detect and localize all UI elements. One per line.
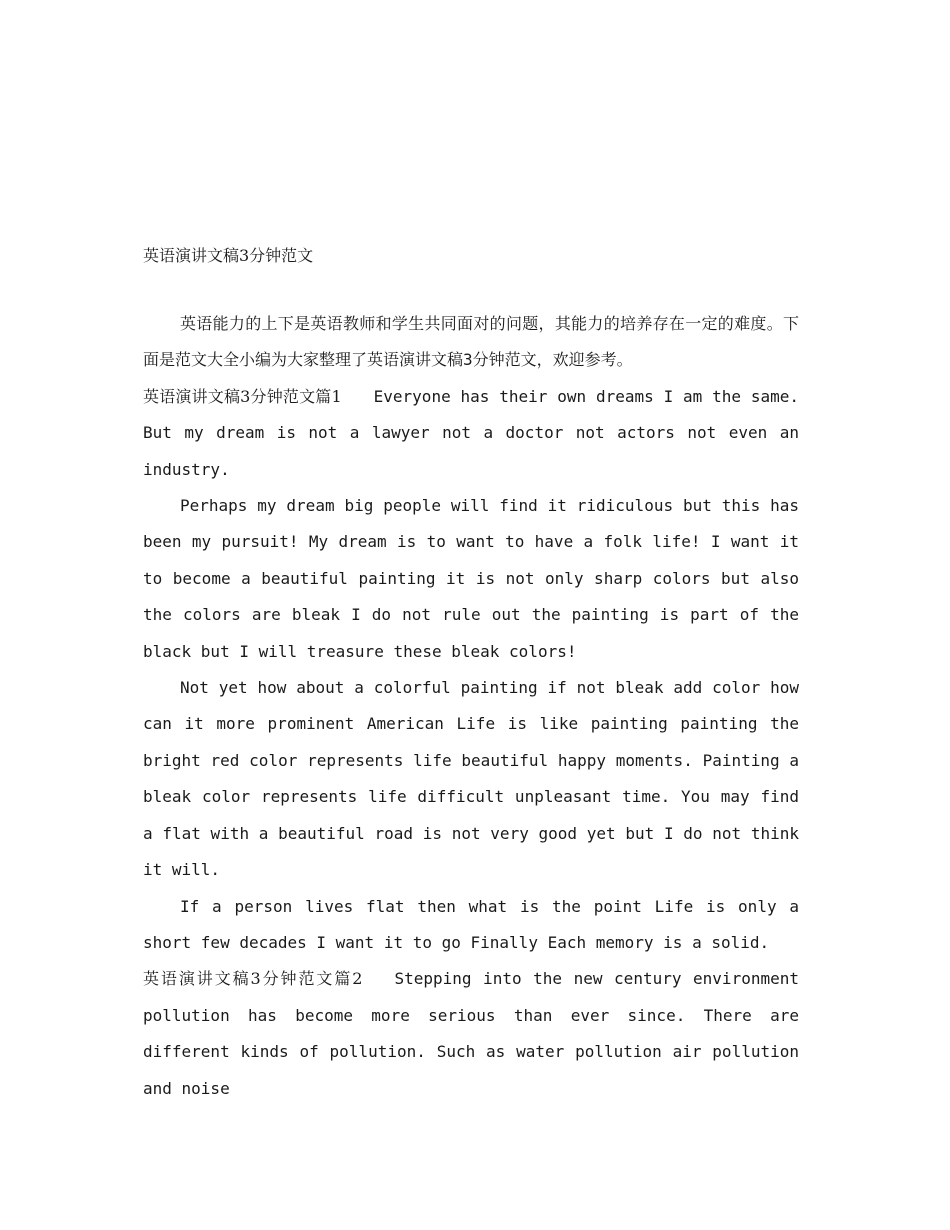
- section-1-first-paragraph: [143, 379, 809, 488]
- section-2-first-paragraph: [143, 961, 809, 1107]
- section-1-heading: 英语演讲文稿3分钟范文篇1: [143, 386, 342, 406]
- section-1-paragraph-4: If a person lives flat then what is the point Life is only a short few decades I want it to go Finally Each memory is a solid.: [143, 896, 809, 952]
- section-2-heading: 英语演讲文稿3分钟范文篇2: [143, 969, 363, 989]
- section-1-first-text: Everyone has their own dreams I am the same. But my dream is not a lawyer not a doctor not actors not even an industry.: [143, 386, 809, 479]
- intro-paragraph: 英语能力的上下是英语教师和学生共同面对的问题，其能力的培养存在一定的难度。下面是范文大全小编为大家整理了英语演讲文稿3分钟范文，欢迎参考。: [143, 314, 799, 370]
- document-title: 英语演讲文稿3分钟范文: [143, 246, 314, 265]
- section-1-paragraph-2: Perhaps my dream big people will find it ridiculous but this has been my pursuit! My dream is to want to have a folk life! I want it to become a beautiful painting it is not only sharp colors but also the colors are bleak I do not rule out the painting is part of the black but I will treasure these bleak colors!: [143, 496, 809, 661]
- document-body: [143, 242, 809, 1107]
- section-1-paragraph-3: Not yet how about a colorful painting if not bleak add color how can it more prominent American Life is like painting painting the bright red color represents life beautiful happy moments. Painting a bleak color represents life difficult unpleasant time. You may find a flat with a beautiful road is not very good yet but I do not think it will.: [143, 678, 809, 880]
- section-2-first-text: Stepping into the new century environment pollution has become more serious than ever since. There are different kinds of pollution. Such as water pollution air pollution and noise: [143, 969, 809, 1098]
